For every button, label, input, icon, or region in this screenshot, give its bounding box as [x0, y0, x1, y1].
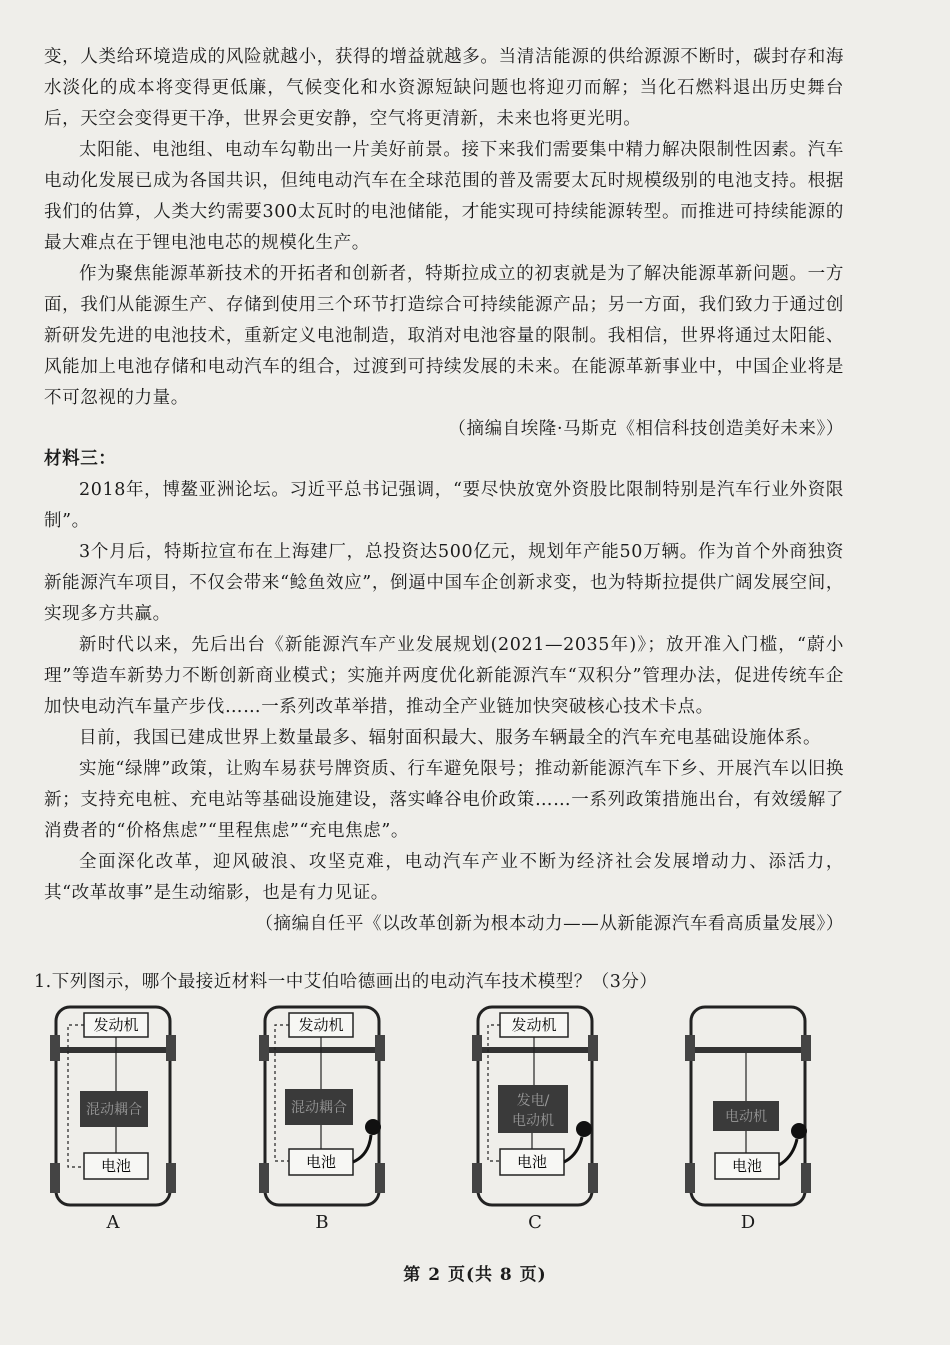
battery-label: 电池	[516, 1153, 548, 1171]
option-label-a: A	[106, 1212, 120, 1233]
paragraph: 2018年，博鳌亚洲论坛。习近平总书记强调，“要尽快放宽外资股比限制特别是汽车行业外资限制”。	[44, 480, 844, 531]
material3-text	[44, 444, 844, 940]
motor-label: 电动机	[512, 1113, 554, 1129]
paragraph: 实施“绿牌”政策，让购车易获号牌资质、行车避免限号；推动新能源汽车下乡、开展汽车以旧换新；支持充电桩、充电站等基础设施建设，落实峰谷电价政策……一系列政策措施出台，有效缓解了消费者的“价格焦虑”“里程焦虑”“充电焦虑”。	[44, 759, 844, 841]
diagram-b	[257, 1005, 387, 1210]
paragraph: 太阳能、电池组、电动车勾勒出一片美好前景。接下来我们需要集中精力解决限制性因素。汽车电动化发展已成为各国共识，但纯电动汽车在全球范围的普及需要太瓦时规模级别的电池支持。根据我们的估算，人类大约需要300太瓦时的电池储能，才能实现可持续能源转型。而推进可持续能源的最大难点在于锂电池电芯的规模化生产。	[44, 140, 844, 253]
material2-text	[44, 42, 844, 445]
battery-label: 电池	[731, 1157, 763, 1175]
page-footer: 第 2 页(共 8 页)	[403, 1265, 547, 1285]
source-citation: （摘编自任平《以改革创新为根本动力——从新能源汽车看高质量发展》）	[255, 914, 844, 934]
diagram-a	[48, 1005, 178, 1210]
paragraph: 3个月后，特斯拉宣布在上海建厂，总投资达500亿元，规划年产能50万辆。作为首个外商独资新能源汽车项目，不仅会带来“鲶鱼效应”，倒逼中国车企创新求变，也为特斯拉提供广阔发展空间，实现多方共赢。	[44, 542, 844, 624]
material3-heading: 材料三：	[44, 449, 117, 469]
engine-label: 发动机	[511, 1016, 557, 1034]
battery-label: 电池	[305, 1153, 337, 1171]
question-1: 1.下列图示，哪个最接近材料一中艾伯哈德画出的电动汽车技术模型？（3分）	[34, 972, 658, 992]
battery-label: 电池	[100, 1157, 132, 1175]
option-label-b: B	[315, 1212, 329, 1233]
motor-label: 电动机	[725, 1109, 767, 1125]
paragraph: 作为聚焦能源革新技术的开拓者和创新者，特斯拉成立的初衷就是为了解决能源革新问题。一方面，我们从能源生产、存储到使用三个环节打造综合可持续能源产品；另一方面，我们致力于通过创新研发先进的电池技术，重新定义电池制造，取消对电池容量的限制。我相信，世界将通过太阳能、风能加上电池存储和电动汽车的组合，过渡到可持续发展的未来。在能源革新事业中，中国企业将是不可忽视的力量。	[44, 264, 844, 408]
diagram-c	[470, 1005, 600, 1210]
coupling-label: 混动耦合	[86, 1102, 142, 1118]
paragraph: 全面深化改革，迎风破浪、攻坚克难，电动汽车产业不断为经济社会发展增动力、添活力，其“改革故事”是生动缩影，也是有力见证。	[44, 852, 844, 903]
engine-label: 发动机	[298, 1016, 344, 1034]
option-label-c: C	[528, 1212, 542, 1233]
engine-label: 发动机	[93, 1016, 139, 1034]
generator-label: 发电/	[516, 1093, 550, 1109]
paragraph: 新时代以来，先后出台《新能源汽车产业发展规划(2021—2035年)》；放开准入门槛，“蔚小理”等造车新势力不断创新商业模式；实施并两度优化新能源汽车“双积分”管理办法，促进传统车企加快电动汽车量产步伐……一系列改革举措，推动全产业链加快突破核心技术卡点。	[44, 635, 844, 717]
charging-plug-icon	[576, 1121, 592, 1137]
source-citation: （摘编自埃隆·马斯克《相信科技创造美好未来》）	[448, 419, 844, 439]
diagram-d	[683, 1005, 813, 1210]
coupling-label: 混动耦合	[291, 1100, 347, 1116]
paragraph: 变，人类给环境造成的风险就越小，获得的增益就越多。当清洁能源的供给源源不断时，碳封存和海水淡化的成本将变得更低廉，气候变化和水资源短缺问题也将迎刃而解；当化石燃料退出历史舞台后，天空会变得更干净，世界会更安静，空气将更清新，未来也将更光明。	[44, 47, 844, 129]
paragraph: 目前，我国已建成世界上数量最多、辐射面积最大、服务车辆最全的汽车充电基础设施体系。	[79, 728, 822, 748]
charging-plug-icon	[791, 1123, 807, 1139]
option-label-d: D	[740, 1212, 756, 1233]
charging-plug-icon	[365, 1119, 381, 1135]
